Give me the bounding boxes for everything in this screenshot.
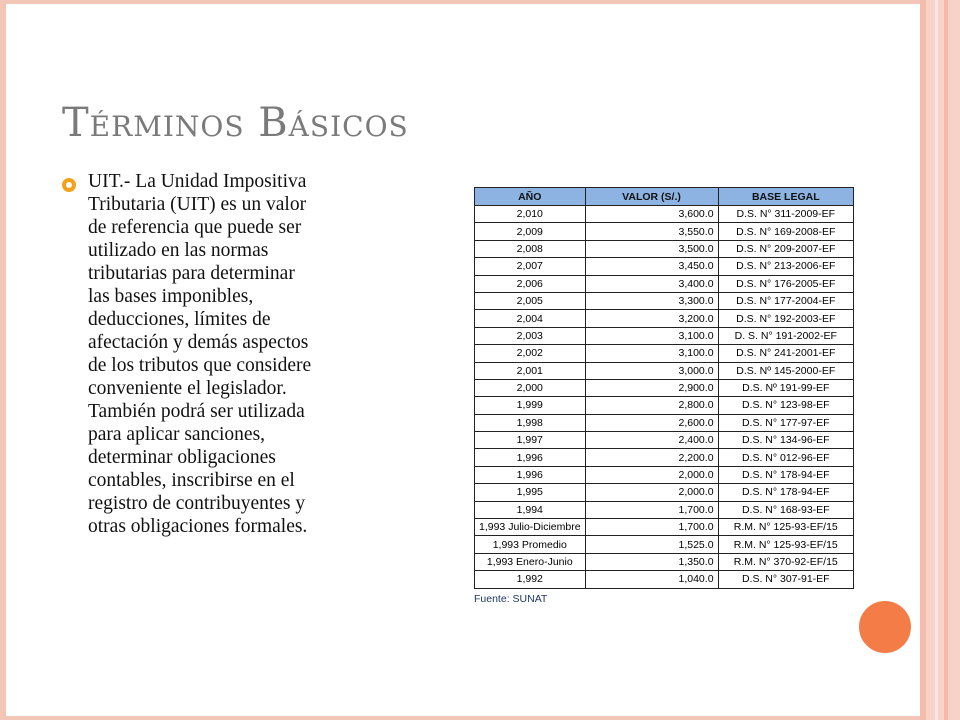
- cell-year: 1,992: [475, 571, 586, 588]
- cell-value: 3,600.0: [585, 206, 718, 223]
- cell-legal-base: D.S. N° 012-96-EF: [718, 449, 853, 466]
- header-legal-base: BASE LEGAL: [718, 188, 853, 206]
- cell-value: 1,350.0: [585, 553, 718, 570]
- cell-legal-base: R.M. N° 370-92-EF/15: [718, 553, 853, 570]
- table-row: [475, 553, 854, 570]
- cell-year: 2,003: [475, 327, 586, 344]
- cell-year: 1,997: [475, 432, 586, 449]
- bullet-text: UIT.- La Unidad Impositiva Tributaria (UIT) es un valor de referencia que puede ser utilizado en las normas tributarias para determinar las bases imponibles, deducciones, límites de afectación y demás aspectos de los tributos que considere conveniente el legislador. También podrá ser utilizada para aplicar sanciones, determinar obligaciones contables, inscribirse en el registro de contribuyentes y otras obligaciones formales.: [88, 171, 312, 537]
- cell-year: 1,996: [475, 449, 586, 466]
- table-row: [475, 258, 854, 275]
- cell-legal-base: D.S. N° 123-98-EF: [718, 397, 853, 414]
- header-value: VALOR (S/.): [585, 188, 718, 206]
- table-row: [475, 501, 854, 518]
- cell-legal-base: D.S. N° 307-91-EF: [718, 571, 853, 588]
- cell-value: 3,400.0: [585, 275, 718, 292]
- table-row: [475, 379, 854, 396]
- decorative-stripe: [944, 0, 948, 720]
- cell-legal-base: D.S. N° 178-94-EF: [718, 484, 853, 501]
- cell-year: 2,010: [475, 206, 586, 223]
- cell-value: 2,600.0: [585, 414, 718, 431]
- table-row: [475, 519, 854, 536]
- table-row: [475, 206, 854, 223]
- cell-value: 2,900.0: [585, 379, 718, 396]
- cell-year: 1,996: [475, 466, 586, 483]
- cell-year: 2,000: [475, 379, 586, 396]
- cell-legal-base: D.S. N° 192-2003-EF: [718, 310, 853, 327]
- cell-legal-base: R.M. N° 125-93-EF/15: [718, 519, 853, 536]
- cell-year: 2,008: [475, 240, 586, 257]
- frame-left-border: [0, 0, 6, 720]
- decorative-stripe: [920, 0, 926, 720]
- table-row: [475, 223, 854, 240]
- decorative-right-panel: [920, 0, 960, 720]
- cell-value: 2,800.0: [585, 397, 718, 414]
- table-row: [475, 571, 854, 588]
- cell-value: 3,100.0: [585, 327, 718, 344]
- table-row: [475, 432, 854, 449]
- cell-value: 2,400.0: [585, 432, 718, 449]
- cell-year: 2,004: [475, 310, 586, 327]
- table-row: [475, 414, 854, 431]
- table-row: [475, 536, 854, 553]
- cell-year: 1,993 Enero-Junio: [475, 553, 586, 570]
- cell-value: 1,040.0: [585, 571, 718, 588]
- cell-year: 2,006: [475, 275, 586, 292]
- cell-year: 2,005: [475, 292, 586, 309]
- table-row: [475, 449, 854, 466]
- cell-year: 1,993 Promedio: [475, 536, 586, 553]
- cell-value: 3,500.0: [585, 240, 718, 257]
- cell-legal-base: D.S. N° 311-2009-EF: [718, 206, 853, 223]
- cell-year: 1,998: [475, 414, 586, 431]
- cell-year: 2,002: [475, 345, 586, 362]
- table-row: [475, 397, 854, 414]
- header-year: AÑO: [475, 188, 586, 206]
- cell-legal-base: D. S. N° 191-2002-EF: [718, 327, 853, 344]
- cell-legal-base: D.S. N° 177-2004-EF: [718, 292, 853, 309]
- table-row: [475, 362, 854, 379]
- cell-value: 3,100.0: [585, 345, 718, 362]
- cell-legal-base: D.S. N° 178-94-EF: [718, 466, 853, 483]
- cell-value: 3,450.0: [585, 258, 718, 275]
- cell-legal-base: D.S. N° 209-2007-EF: [718, 240, 853, 257]
- cell-value: 3,200.0: [585, 310, 718, 327]
- table-header-row: [475, 188, 854, 206]
- cell-value: 3,000.0: [585, 362, 718, 379]
- slide-title: Términos Básicos: [62, 100, 409, 146]
- cell-value: 2,200.0: [585, 449, 718, 466]
- cell-legal-base: D.S. N° 169-2008-EF: [718, 223, 853, 240]
- cell-year: 1,993 Julio-Diciembre: [475, 519, 586, 536]
- cell-value: 1,700.0: [585, 519, 718, 536]
- table-source: Fuente: SUNAT: [474, 592, 548, 605]
- decorative-stripe: [935, 0, 938, 720]
- uit-table-container: [474, 187, 854, 605]
- table-row: [475, 327, 854, 344]
- cell-value: 2,000.0: [585, 484, 718, 501]
- cell-legal-base: D.S. N° 177-97-EF: [718, 414, 853, 431]
- uit-table: [474, 187, 854, 589]
- table-row: [475, 292, 854, 309]
- table-row: [475, 310, 854, 327]
- frame-top-border: [0, 0, 960, 4]
- cell-year: 2,007: [475, 258, 586, 275]
- cell-value: 1,525.0: [585, 536, 718, 553]
- cell-value: 3,300.0: [585, 292, 718, 309]
- cell-year: 1,999: [475, 397, 586, 414]
- cell-year: 1,995: [475, 484, 586, 501]
- cell-year: 1,994: [475, 501, 586, 518]
- cell-legal-base: R.M. N° 125-93-EF/15: [718, 536, 853, 553]
- cell-legal-base: D.S. Nº 145-2000-EF: [718, 362, 853, 379]
- decorative-circle-icon: [856, 598, 914, 656]
- cell-legal-base: D.S. Nº 191-99-EF: [718, 379, 853, 396]
- bullet-icon: [62, 178, 76, 192]
- table-row: [475, 466, 854, 483]
- frame-bottom-border: [0, 716, 960, 720]
- cell-legal-base: D.S. N° 213-2006-EF: [718, 258, 853, 275]
- cell-legal-base: D.S. N° 168-93-EF: [718, 501, 853, 518]
- cell-value: 1,700.0: [585, 501, 718, 518]
- cell-value: 2,000.0: [585, 466, 718, 483]
- table-row: [475, 484, 854, 501]
- cell-legal-base: D.S. N° 134-96-EF: [718, 432, 853, 449]
- cell-value: 3,550.0: [585, 223, 718, 240]
- cell-legal-base: D.S. N° 176-2005-EF: [718, 275, 853, 292]
- cell-legal-base: D.S. N° 241-2001-EF: [718, 345, 853, 362]
- table-row: [475, 345, 854, 362]
- cell-year: 2,009: [475, 223, 586, 240]
- table-row: [475, 275, 854, 292]
- table-row: [475, 240, 854, 257]
- cell-year: 2,001: [475, 362, 586, 379]
